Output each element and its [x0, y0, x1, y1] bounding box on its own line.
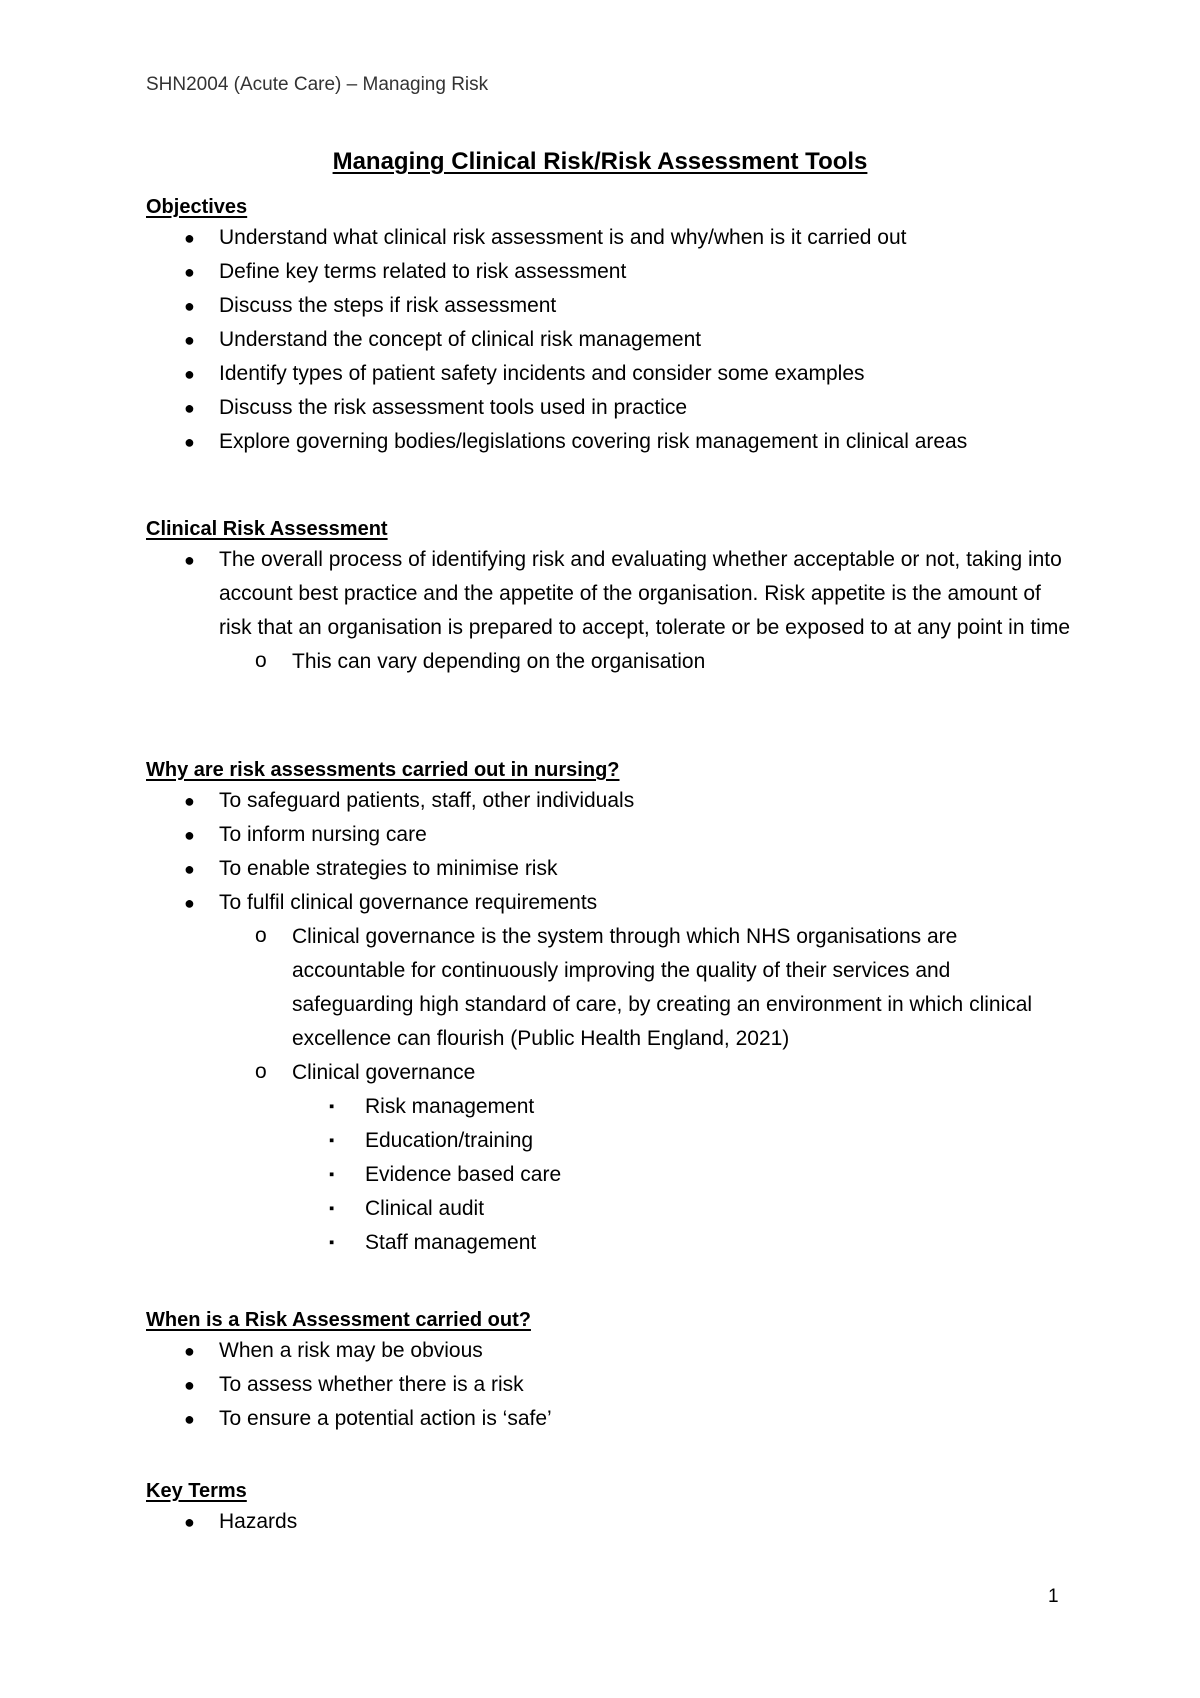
- sub-sub-list-item: ▪ Education/training: [146, 1124, 1076, 1158]
- clinical-risk-section: [146, 515, 1076, 679]
- clinical-risk-heading: Clinical Risk Assessment: [146, 518, 388, 540]
- list-item: ● To assess whether there is a risk: [146, 1368, 1076, 1402]
- bullet-icon: ●: [184, 432, 195, 452]
- list-item: ● Identify types of patient safety incidents and consider some examples: [146, 357, 1076, 391]
- objectives-list: [146, 221, 1076, 459]
- objectives-heading: Objectives: [146, 196, 248, 218]
- page-number: 1: [1048, 1586, 1059, 1607]
- why-list: [146, 784, 1076, 1260]
- bullet-icon: ●: [184, 330, 195, 350]
- sub-list-item: o This can vary depending on the organisation: [146, 645, 1076, 679]
- key-terms-list: [146, 1505, 1076, 1539]
- sub-sub-list-item: ▪ Evidence based care: [146, 1158, 1076, 1192]
- objectives-section: [146, 193, 1076, 459]
- list-item: ● Understand what clinical risk assessment is and why/when is it carried out: [146, 221, 1076, 255]
- list-item: ● Hazards: [146, 1505, 1076, 1539]
- square-bullet-icon: ▪: [329, 1234, 335, 1251]
- square-bullet-icon: ▪: [329, 1166, 335, 1183]
- when-section: [146, 1306, 1076, 1436]
- bullet-icon: ●: [184, 1341, 195, 1361]
- list-item: ● The overall process of identifying risk and evaluating whether acceptable or not, taking into account best practice and the appetite of the organisation. Risk appetite is the amount of risk that an organisation is prepared to accept, tolerate or be exposed to at any point in time: [146, 543, 1076, 645]
- bullet-icon: ●: [184, 398, 195, 418]
- list-item: ● To inform nursing care: [146, 818, 1076, 852]
- bullet-icon: ●: [184, 893, 195, 913]
- bullet-icon: ●: [184, 825, 195, 845]
- why-section: [146, 756, 1076, 1260]
- bullet-icon: o: [255, 924, 267, 947]
- sub-sub-list-item: ▪ Staff management: [146, 1226, 1076, 1260]
- list-item: ● To enable strategies to minimise risk: [146, 852, 1076, 886]
- clinical-risk-list: [146, 543, 1076, 679]
- key-terms-section: [146, 1477, 1076, 1539]
- when-heading: When is a Risk Assessment carried out?: [146, 1309, 531, 1331]
- bullet-icon: ●: [184, 1375, 195, 1395]
- square-bullet-icon: ▪: [329, 1098, 335, 1115]
- bullet-icon: ●: [184, 228, 195, 248]
- list-item: ● To fulfil clinical governance requirements: [146, 886, 1076, 920]
- sub-sub-list-item: ▪ Clinical audit: [146, 1192, 1076, 1226]
- sub-sub-list-item: ▪ Risk management: [146, 1090, 1076, 1124]
- bullet-icon: ●: [184, 1512, 195, 1532]
- why-heading: Why are risk assessments carried out in nursing?: [146, 759, 620, 781]
- bullet-icon: ●: [184, 550, 195, 570]
- square-bullet-icon: ▪: [329, 1132, 335, 1149]
- bullet-icon: o: [255, 1060, 267, 1083]
- bullet-icon: ●: [184, 791, 195, 811]
- when-list: [146, 1334, 1076, 1436]
- page-title: Managing Clinical Risk/Risk Assessment Tools: [332, 148, 868, 175]
- list-item: ● Understand the concept of clinical risk management: [146, 323, 1076, 357]
- key-terms-heading: Key Terms: [146, 1480, 247, 1502]
- bullet-icon: ●: [184, 364, 195, 384]
- list-item: ● To safeguard patients, staff, other individuals: [146, 784, 1076, 818]
- list-item: ● Explore governing bodies/legislations covering risk management in clinical areas: [146, 425, 1076, 459]
- bullet-icon: o: [255, 649, 267, 672]
- bullet-icon: ●: [184, 859, 195, 879]
- list-item: ● Discuss the risk assessment tools used in practice: [146, 391, 1076, 425]
- sub-list-item: o Clinical governance is the system through which NHS organisations are accountable for continuously improving the quality of their services and safeguarding high standard of care, by creating an environment in which clinical excellence can flourish (Public Health England, 2021): [146, 920, 1076, 1056]
- list-item: ● Discuss the steps if risk assessment: [146, 289, 1076, 323]
- bullet-icon: ●: [184, 262, 195, 282]
- bullet-icon: ●: [184, 296, 195, 316]
- list-item: ● Define key terms related to risk assessment: [146, 255, 1076, 289]
- sub-list-item: o Clinical governance: [146, 1056, 1076, 1090]
- list-item: ● When a risk may be obvious: [146, 1334, 1076, 1368]
- list-item: ● To ensure a potential action is ‘safe’: [146, 1402, 1076, 1436]
- bullet-icon: ●: [184, 1409, 195, 1429]
- square-bullet-icon: ▪: [329, 1200, 335, 1217]
- page-header: SHN2004 (Acute Care) – Managing Risk: [146, 74, 489, 95]
